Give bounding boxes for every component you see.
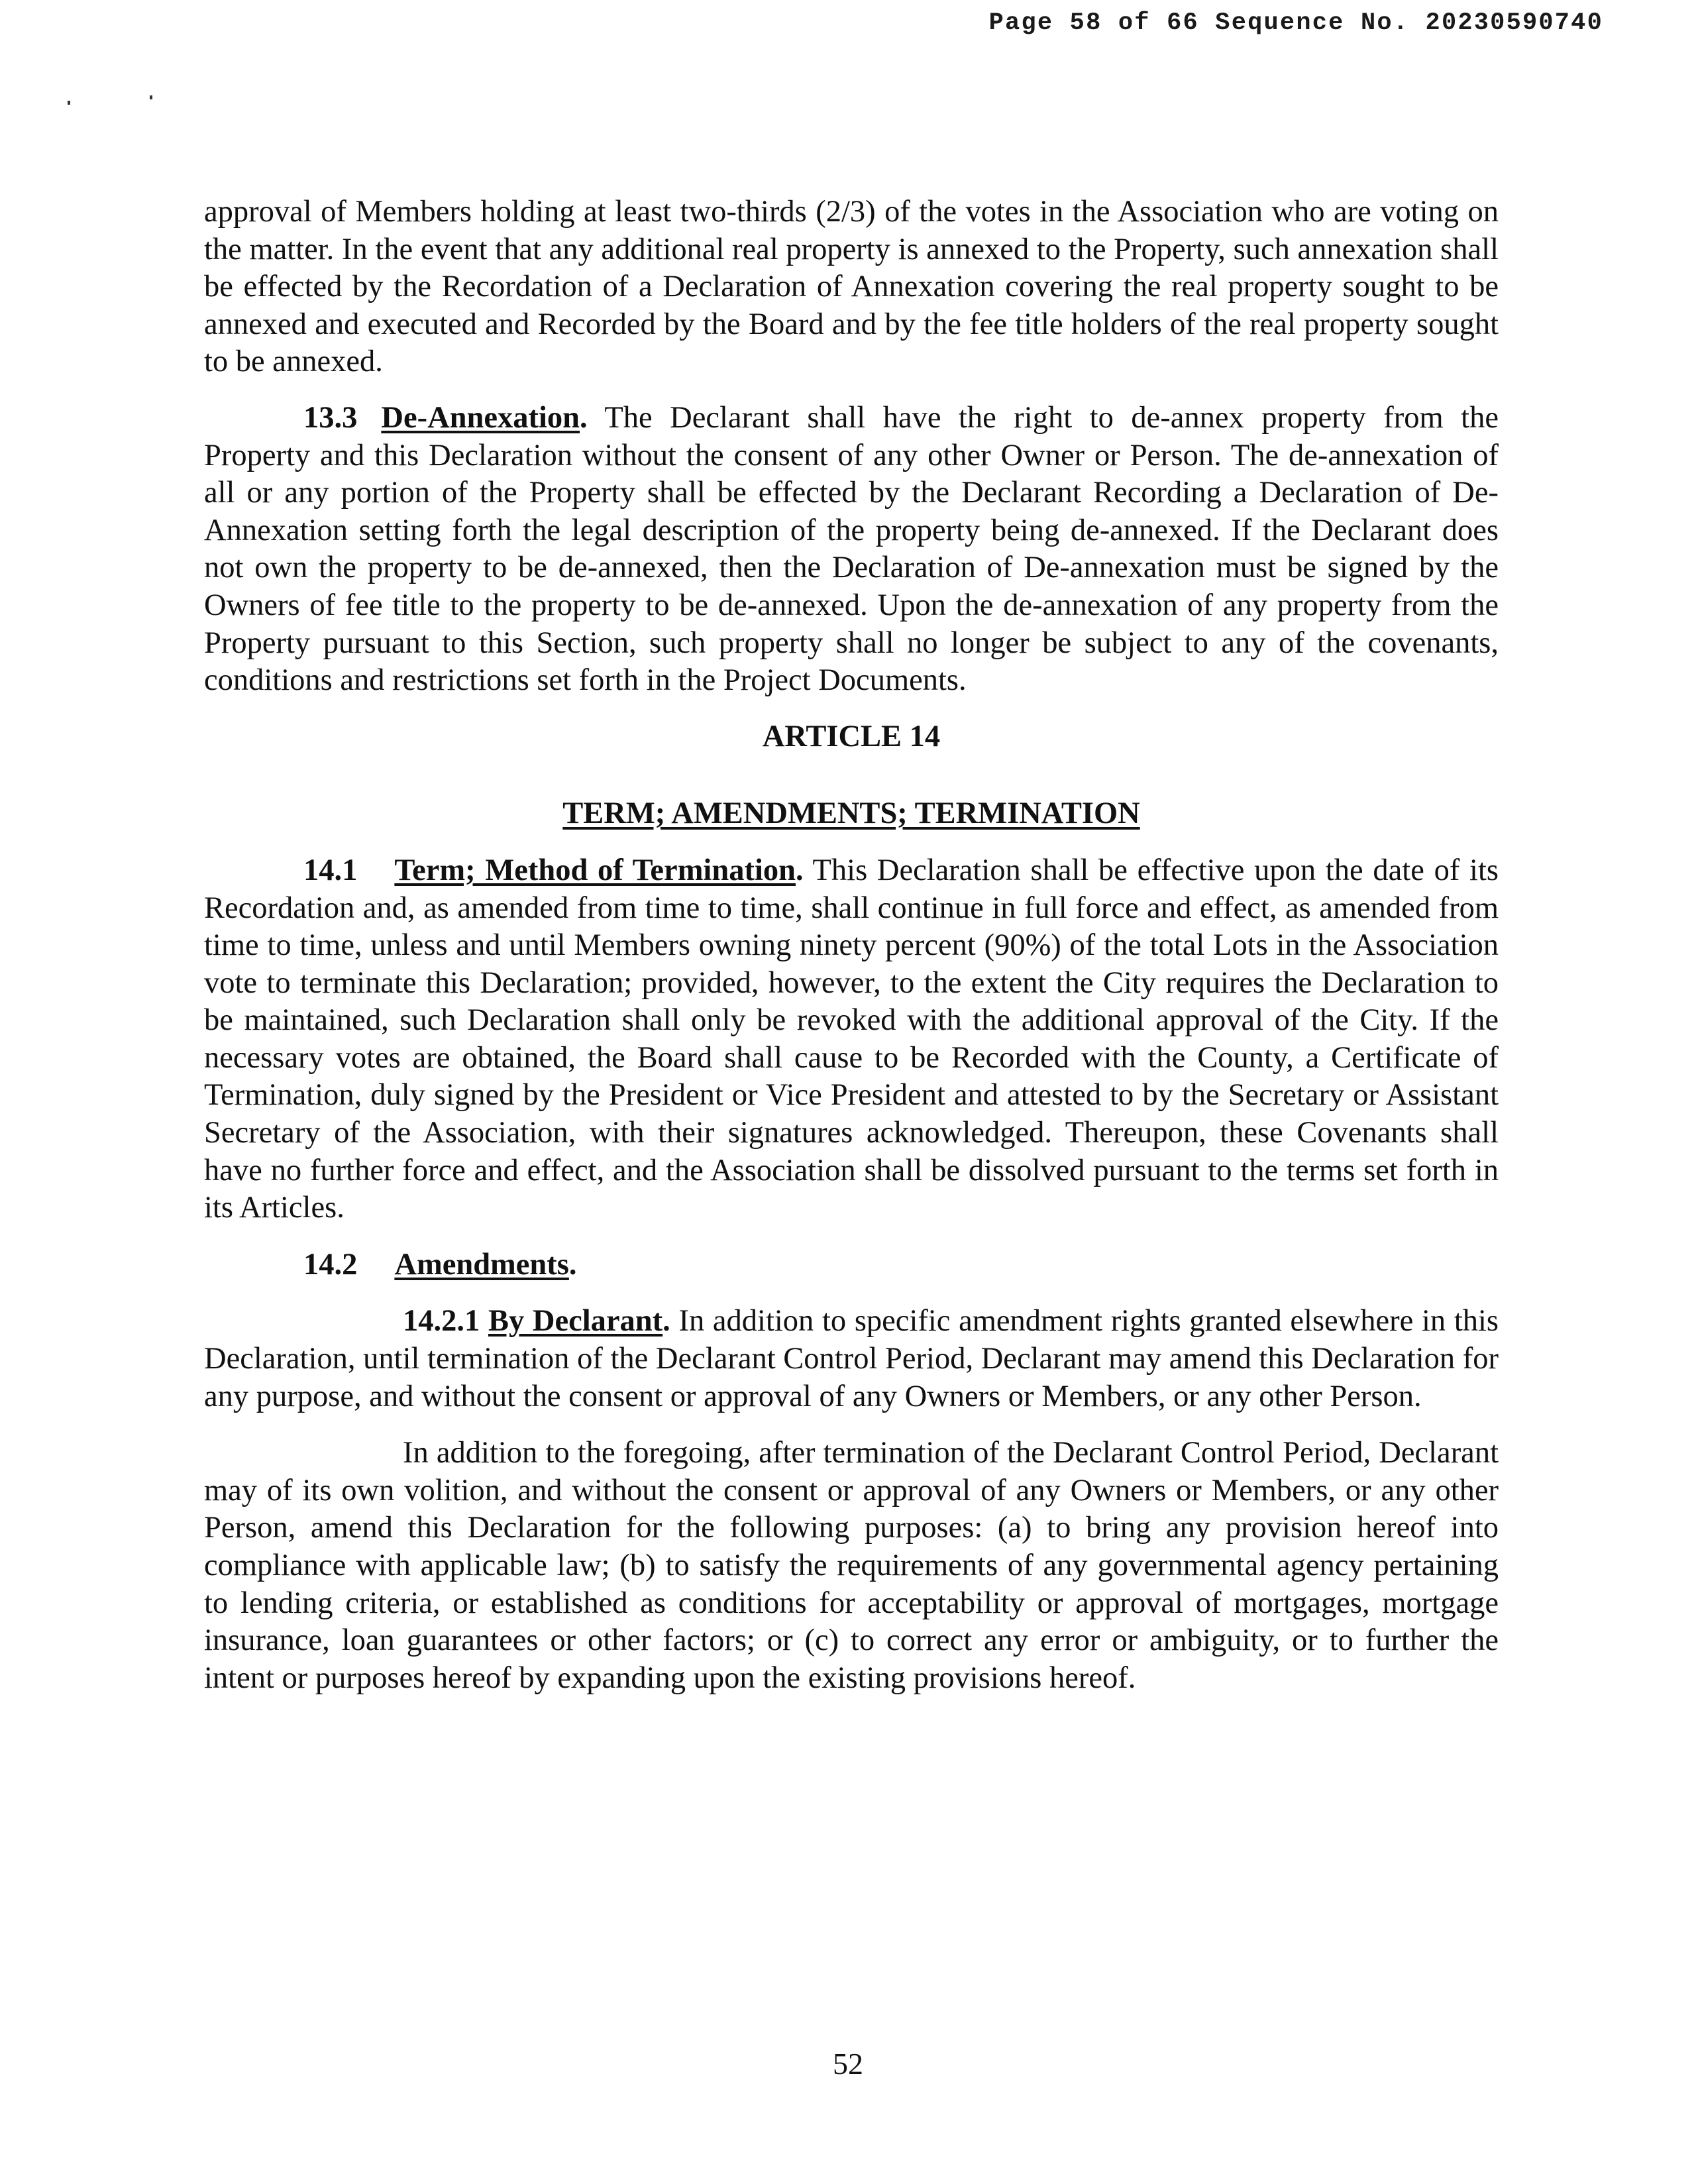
- section-14-2-1-title: By Declarant: [488, 1304, 663, 1338]
- section-14-2-1-followup: In addition to the foregoing, after termination of the Declarant Control Period, Declarant may of its own volition, and without the consent or approval of any Owners or Members, or any other Person, amend this Declaration for the following purposes: (a) to bring any provision hereof into compliance with applicable law; (b) to satisfy the requirements of any governmental agency pertaining to lending criteria, or established as conditions for acceptability or approval of mortgages, mortgage insurance, loan guarantees or other factors; or (c) to correct any error or ambiguity, or to further the intent or purposes hereof by expanding upon the existing provisions hereof.: [204, 1436, 1499, 1695]
- scan-mark-left: [68, 101, 70, 105]
- page-number: 52: [833, 2047, 863, 2081]
- section-13-3-number: 13.3: [303, 400, 358, 435]
- section-14-1-title: Term; Method of Termination: [394, 853, 796, 887]
- section-13-3-text: The Declarant shall have the right to de-annex property from the Property and this Declaration without the consent of any other Owner or Person. The de-annexation of all or any portion of the Property shall be effected by the Declarant Recording a Declaration of De-Annexation setting forth the legal description of the property being de-annexed. If the Declarant does not own the property to be de-annexed, then the Declaration of De-annexation must be signed by the Owners of fee title to the property to be de-annexed. Upon the de-annexation of any property from the Property pursuant to this Section, such property shall no longer be subject to any of the covenants, conditions and restrictions set forth in the Project Documents.: [204, 400, 1499, 698]
- section-14-2-1-text: In addition to specific amendment rights granted elsewhere in this Declaration, until termination of the Declarant Control Period, Declarant may amend this Declaration for any purpose, and without the consent or approval of any Owners or Members, or any other Person.: [204, 1304, 1499, 1413]
- document-body: [204, 193, 1499, 1697]
- continuation-paragraph: approval of Members holding at least two-thirds (2/3) of the votes in the Association who are voting on the matter. In the event that any additional real property is annexed to the Property, such annexation shall be effected by the Recordation of a Declaration of Annexation covering the real property sought to be annexed and executed and Recorded by the Board and by the fee title holders of the real property sought to be annexed.: [204, 195, 1499, 379]
- page-sequence-header: Page 58 of 66 Sequence No. 20230590740: [988, 9, 1603, 37]
- article-title: TERM; AMENDMENTS; TERMINATION: [562, 796, 1140, 831]
- section-13-3-title: De-Annexation: [381, 400, 580, 435]
- section-14-2-1: 14.2.1 By Declarant. In addition to specific amendment rights granted elsewhere in this Declaration, until termination of the Declarant Control Period, Declarant may amend this Declaration for any purpose, and without the consent or approval of any Owners or Members, or any other Person.: [204, 1304, 1499, 1413]
- section-13-3: 13.3 De-Annexation. The Declarant shall have the right to de-annex property from the Property and this Declaration without the consent of any other Owner or Person. The de-annexation of all or any portion of the Property shall be effected by the Declarant Recording a Declaration of De-Annexation setting forth the legal description of the property being de-annexed. If the Declarant does not own the property to be de-annexed, then the Declaration of De-annexation must be signed by the Owners of fee title to the property to be de-annexed. Upon the de-annexation of any property from the Property pursuant to this Section, such property shall no longer be subject to any of the covenants, conditions and restrictions set forth in the Project Documents.: [204, 400, 1499, 698]
- section-14-2-1-number: 14.2.1: [403, 1304, 480, 1338]
- section-14-1-number: 14.1: [303, 853, 358, 887]
- section-14-2: 14.2 Amendments.: [303, 1247, 577, 1282]
- article-label: ARTICLE 14: [762, 719, 941, 753]
- scan-mark-right: [150, 95, 152, 99]
- section-14-2-number: 14.2: [303, 1247, 358, 1282]
- section-14-1: 14.1 Term; Method of Termination. This Declaration shall be effective upon the date of its Recordation and, as amended from time to time, shall continue in full force and effect, as amended from time to time, unless and until Members owning ninety percent (90%) of the total Lots in the Association vote to terminate this Declaration; provided, however, to the extent the City requires the Declaration to be maintained, such Declaration shall only be revoked with the additional approval of the City. If the necessary votes are obtained, the Board shall cause to be Recorded with the County, a Certificate of Termination, duly signed by the President or Vice President and attested to by the Secretary or Assistant Secretary of the Association, with their signatures acknowledged. Thereupon, these Covenants shall have no further force and effect, and the Association shall be dissolved pursuant to the terms set forth in its Articles.: [204, 853, 1499, 1225]
- section-14-1-text: This Declaration shall be effective upon the date of its Recordation and, as amended from time to time, shall continue in full force and effect, as amended from time to time, unless and until Members owning ninety percent (90%) of the total Lots in the Association vote to terminate this Declaration; provided, however, to the extent the City requires the Declaration to be maintained, such Declaration shall only be revoked with the additional approval of the City. If the necessary votes are obtained, the Board shall cause to be Recorded with the County, a Certificate of Termination, duly signed by the President or Vice President and attested to by the Secretary or Assistant Secretary of the Association, with their signatures acknowledged. Thereupon, these Covenants shall have no further force and effect, and the Association shall be dissolved pursuant to the terms set forth in its Articles.: [204, 853, 1499, 1225]
- section-14-2-title: Amendments: [394, 1247, 569, 1282]
